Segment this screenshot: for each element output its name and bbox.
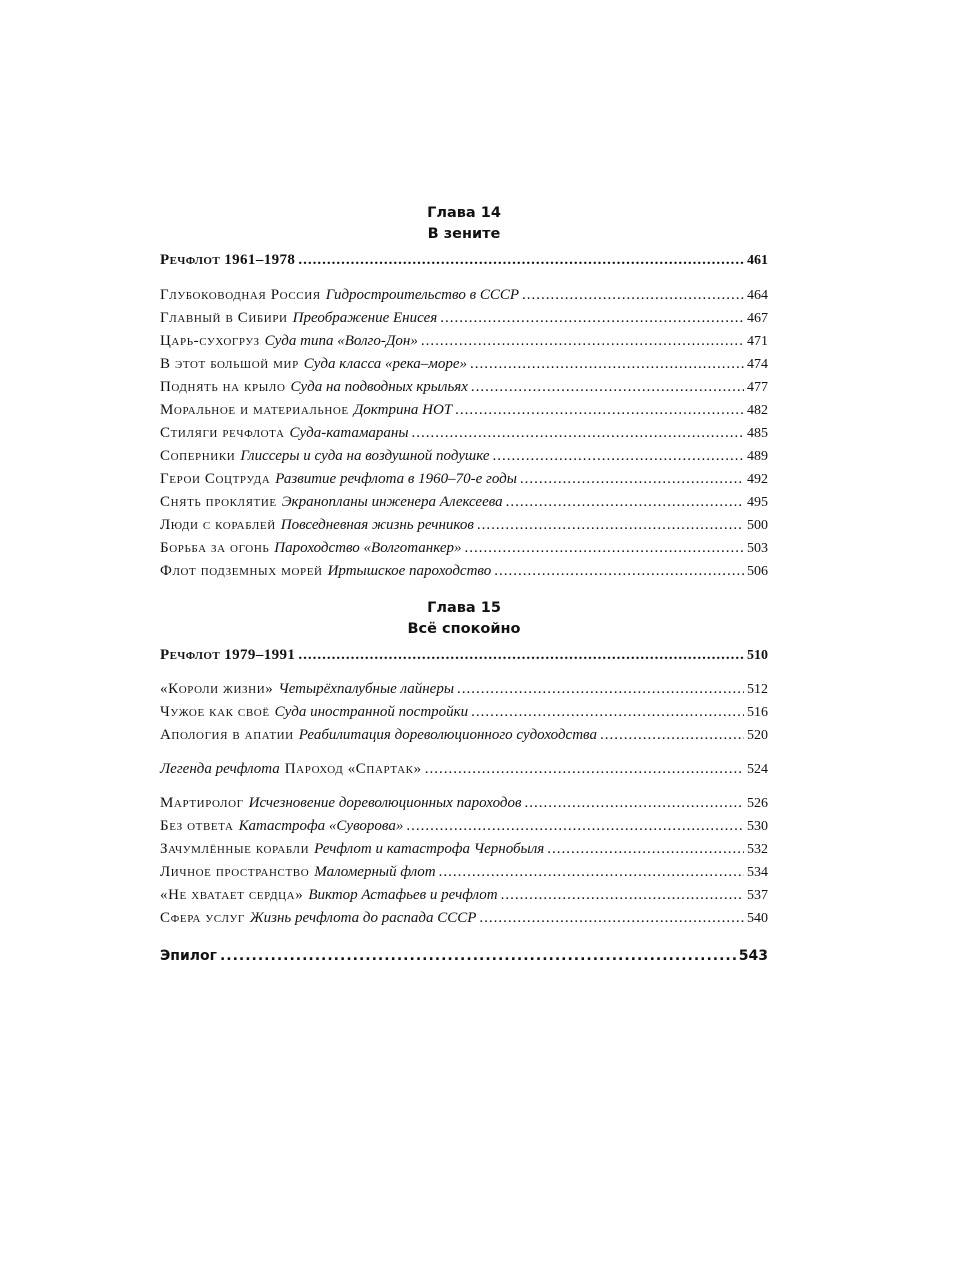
entry-subtitle: Повседневная жизнь речников xyxy=(280,517,474,533)
toc-entry[interactable] xyxy=(160,353,768,376)
toc-entry[interactable] xyxy=(160,399,768,422)
entry-title: Зачумлённые корабли xyxy=(160,841,310,857)
chapter-14-entries xyxy=(160,284,768,583)
entry-title: Царь-сухогруз xyxy=(160,333,260,349)
epilogue-row[interactable] xyxy=(160,945,768,968)
entry-page: 510 xyxy=(747,648,768,663)
entry-page: 495 xyxy=(747,495,768,510)
entry-subtitle: Суда иностранной постройки xyxy=(274,704,469,720)
entry-subtitle: Глиссеры и суда на воздушной подушке xyxy=(240,448,490,464)
entry-page: 540 xyxy=(747,911,768,926)
leader-dots xyxy=(479,907,744,930)
entry-subtitle: Речфлот и катастрофа Чернобыля xyxy=(314,841,545,857)
entry-subtitle: Пароходство «Волготанкер» xyxy=(274,540,462,556)
entry-page: 530 xyxy=(747,819,768,834)
entry-subtitle: Иртышское пароходство xyxy=(327,563,492,579)
leader-dots xyxy=(477,514,744,537)
entry-subtitle: Легенда речфлота xyxy=(160,761,280,777)
toc-entry[interactable] xyxy=(160,445,768,468)
entry-page: 464 xyxy=(747,288,768,303)
toc-entry[interactable] xyxy=(160,514,768,537)
toc-entry[interactable] xyxy=(160,284,768,307)
entry-title: Стиляги речфлота xyxy=(160,425,285,441)
toc-entry[interactable] xyxy=(160,861,768,884)
entry-title: Чужое как своё xyxy=(160,704,270,720)
leader-dots xyxy=(493,445,744,468)
entry-page: 482 xyxy=(747,403,768,418)
leader-dots xyxy=(421,330,744,353)
leader-dots xyxy=(440,307,744,330)
leader-dots xyxy=(465,537,745,560)
entry-subtitle: Экранопланы инженера Алексеева xyxy=(281,494,503,510)
leader-dots xyxy=(520,468,744,491)
leader-dots xyxy=(547,838,744,861)
entry-page: 461 xyxy=(747,253,768,268)
entry-title: Соперники xyxy=(160,448,236,464)
entry-page: 534 xyxy=(747,865,768,880)
toc-entry[interactable] xyxy=(160,376,768,399)
entry-title: «Короли жизни» xyxy=(160,681,274,697)
toc-entry[interactable] xyxy=(160,724,768,747)
entry-page: 500 xyxy=(747,518,768,533)
leader-dots xyxy=(471,701,744,724)
entry-subtitle: Гидростроительство в СССР xyxy=(325,287,520,303)
entry-subtitle: Четырёхпалубные лайнеры xyxy=(278,681,454,697)
chapter-15-entries-a xyxy=(160,678,768,747)
entry-page: 520 xyxy=(747,728,768,743)
entry-page: 474 xyxy=(747,357,768,372)
toc-entry[interactable] xyxy=(160,678,768,701)
entry-subtitle: Маломерный флот xyxy=(314,864,436,880)
toc-entry[interactable] xyxy=(160,307,768,330)
entry-page: 489 xyxy=(747,449,768,464)
entry-title: Без ответа xyxy=(160,818,234,834)
entry-title: Пароход «Спартак» xyxy=(284,761,422,777)
toc-entry[interactable] xyxy=(160,422,768,445)
entry-page: 471 xyxy=(747,334,768,349)
entry-page: 503 xyxy=(747,541,768,556)
leader-dots xyxy=(425,758,744,781)
entry-title: Борьба за огонь xyxy=(160,540,270,556)
entry-title: Мартиролог xyxy=(160,795,244,811)
entry-subtitle: Виктор Астафьев и речфлот xyxy=(308,887,498,903)
entry-title: Моральное и материальное xyxy=(160,402,349,418)
leader-dots xyxy=(494,560,744,583)
toc-entry[interactable] xyxy=(160,792,768,815)
entry-title: Речфлот 1961–1978 xyxy=(160,252,296,268)
entry-title: В этот большой мир xyxy=(160,356,299,372)
entry-title: Личное пространство xyxy=(160,864,310,880)
entry-title: Сфера услуг xyxy=(160,910,245,926)
leader-dots xyxy=(522,284,744,307)
entry-subtitle: Суда класса «река–море» xyxy=(303,356,468,372)
entry-page: 492 xyxy=(747,472,768,487)
toc-entry[interactable] xyxy=(160,884,768,907)
entry-page: 543 xyxy=(738,948,768,964)
entry-page: 524 xyxy=(747,762,768,777)
entry-title: Апология в апатии xyxy=(160,727,294,743)
entry-page: 532 xyxy=(747,842,768,857)
entry-subtitle: Катастрофа «Суворова» xyxy=(238,818,404,834)
leader-dots xyxy=(298,249,744,272)
entry-page: 512 xyxy=(747,682,768,697)
entry-subtitle: Реабилитация дореволюционного судоходства xyxy=(298,727,597,743)
chapter-15-summary-row[interactable] xyxy=(160,644,768,667)
entry-title: Снять проклятие xyxy=(160,494,277,510)
chapter-14-label: Глава 14 xyxy=(427,205,501,221)
entry-title: Поднять на крыло xyxy=(160,379,286,395)
chapter-15-label: Глава 15 xyxy=(427,600,501,616)
leader-dots xyxy=(439,861,744,884)
entry-title: Флот подземных морей xyxy=(160,563,323,579)
entry-subtitle: Жизнь речфлота до распада СССР xyxy=(249,910,477,926)
entry-subtitle: Суда типа «Волго-Дон» xyxy=(264,333,418,349)
entry-subtitle: Суда на подводных крыльях xyxy=(290,379,468,395)
leader-dots xyxy=(406,815,744,838)
entry-page: 477 xyxy=(747,380,768,395)
toc-entry[interactable] xyxy=(160,838,768,861)
legend-entry[interactable] xyxy=(160,758,768,781)
entry-title: Главный в Сибири xyxy=(160,310,288,326)
toc-entry[interactable] xyxy=(160,468,768,491)
toc-entry[interactable] xyxy=(160,491,768,514)
entry-title: Эпилог xyxy=(160,948,217,964)
chapter-15-title: Всё спокойно xyxy=(407,621,521,637)
leader-dots xyxy=(298,644,744,667)
entry-title: Глубоководная Россия xyxy=(160,287,321,303)
entry-title: Речфлот 1979–1991 xyxy=(160,647,296,663)
entry-page: 485 xyxy=(747,426,768,441)
leader-dots xyxy=(470,353,744,376)
chapter-15-entries-b xyxy=(160,792,768,930)
entry-subtitle: Развитие речфлота в 1960–70-е годы xyxy=(275,471,517,487)
entry-page: 537 xyxy=(747,888,768,903)
leader-dots xyxy=(600,724,744,747)
toc-entry[interactable] xyxy=(160,907,768,930)
entry-subtitle: Суда-катамараны xyxy=(289,425,409,441)
entry-subtitle: Преображение Енисея xyxy=(292,310,438,326)
leader-dots xyxy=(524,792,744,815)
chapter-14-summary-row[interactable] xyxy=(160,249,768,272)
toc-entry[interactable] xyxy=(160,560,768,583)
entry-page: 526 xyxy=(747,796,768,811)
leader-dots xyxy=(412,422,744,445)
leader-dots xyxy=(220,945,736,968)
entry-page: 506 xyxy=(747,564,768,579)
toc-entry[interactable] xyxy=(160,537,768,560)
entry-subtitle: Исчезновение дореволюционных пароходов xyxy=(248,795,522,811)
toc-entry[interactable] xyxy=(160,701,768,724)
entry-title: Герои Соцтруда xyxy=(160,471,271,487)
chapter-14-title: В зените xyxy=(427,226,501,242)
entry-page: 516 xyxy=(747,705,768,720)
toc-entry[interactable] xyxy=(160,815,768,838)
toc-entry[interactable] xyxy=(160,330,768,353)
leader-dots xyxy=(506,491,744,514)
entry-subtitle: Доктрина НОТ xyxy=(353,402,453,418)
leader-dots xyxy=(457,678,744,701)
leader-dots xyxy=(455,399,744,422)
leader-dots xyxy=(501,884,744,907)
entry-title: Люди с кораблей xyxy=(160,517,276,533)
leader-dots xyxy=(471,376,744,399)
entry-page: 467 xyxy=(747,311,768,326)
entry-title: «Не хватает сердца» xyxy=(160,887,304,903)
